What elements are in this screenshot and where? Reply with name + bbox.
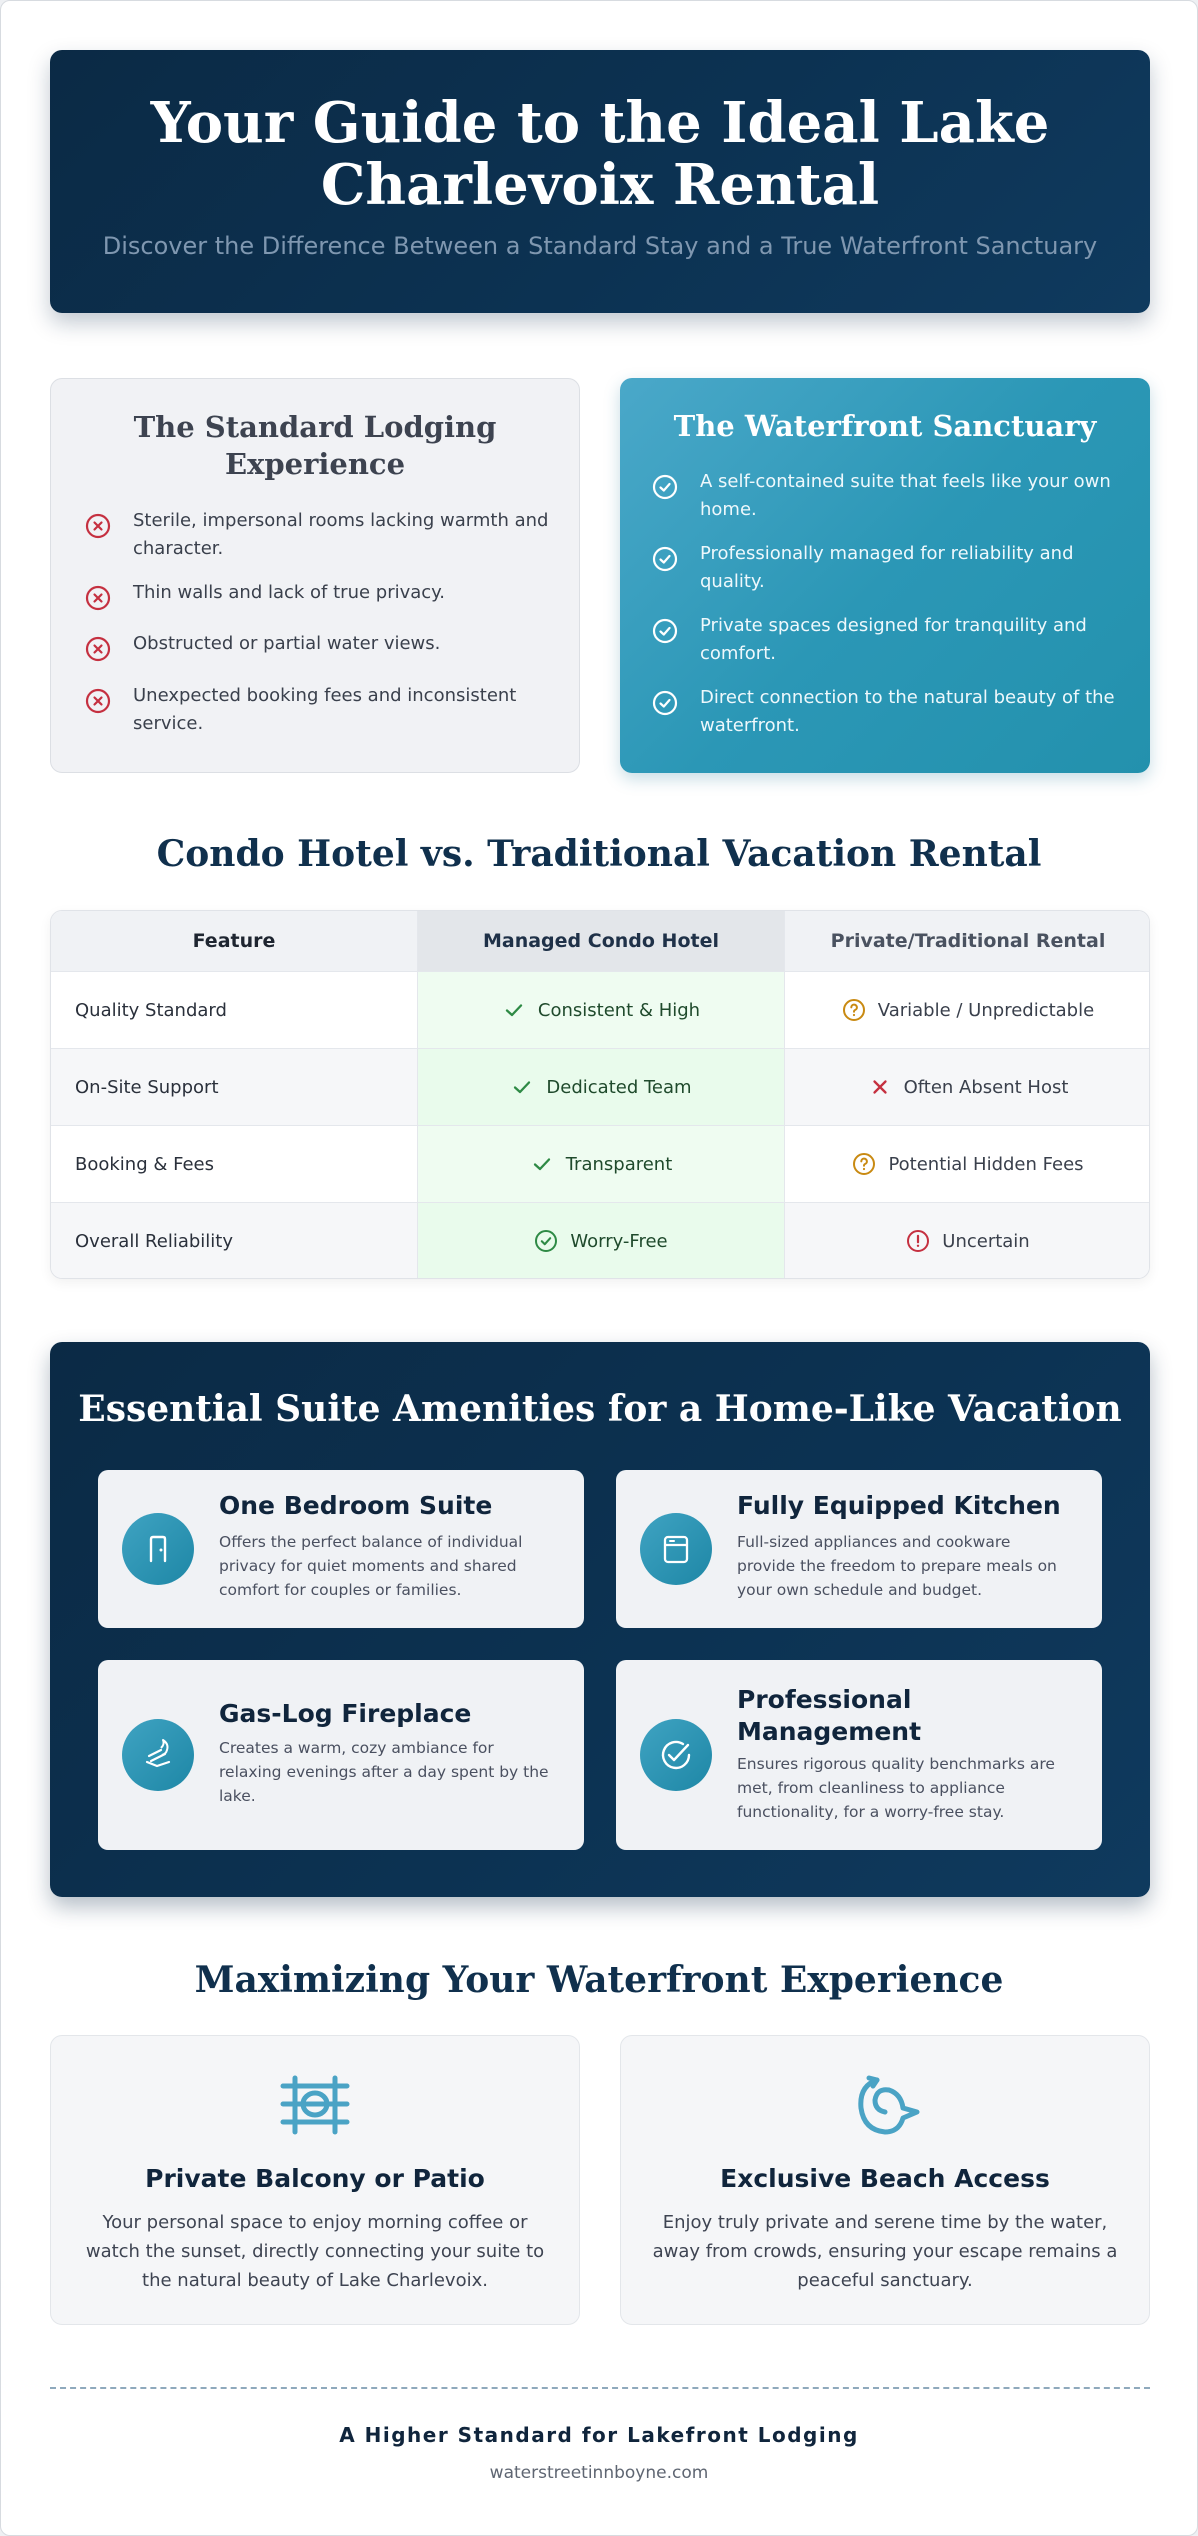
amenity-card [616,1660,1102,1850]
column-header-condo: Managed Condo Hotel [418,911,785,971]
amenity-card [98,1470,584,1628]
waterfront-card-title: The Waterfront Sanctuary [673,409,1097,443]
waterfront-item [652,612,1120,668]
table-row [51,1125,1150,1202]
standard-item [85,682,549,738]
waterfront-item-text: Private spaces designed for tranquility and comfort. [700,615,1087,664]
waterfront-sanctuary-card [620,378,1150,773]
check-icon [510,1075,534,1099]
waterfront-item [652,540,1120,596]
door-icon [122,1513,194,1585]
check-circle-icon [652,690,678,716]
footer-website-link[interactable]: waterstreetinnboyne.com [489,2463,709,2483]
rental-cell [785,972,1150,1048]
condo-cell-text: Dedicated Team [546,1076,692,1098]
condo-cell [418,1126,785,1202]
condo-cell-text: Transparent [565,1153,673,1175]
standard-item [85,507,549,563]
standard-item [85,630,549,662]
rental-cell-text: Variable / Unpredictable [877,999,1095,1021]
feature-cell: Quality Standard [51,972,418,1048]
x-icon [868,1075,892,1099]
hero-banner [50,50,1150,313]
rental-cell [785,1203,1150,1279]
experience-card [50,2035,580,2325]
check-circle-icon [652,474,678,500]
kitchen-icon [640,1513,712,1585]
amenity-desc: Offers the perfect balance of individual privacy for quiet moments and shared comfort for couples or families. [219,1533,523,1599]
feature-cell: Overall Reliability [51,1203,418,1279]
check-icon [530,1152,554,1176]
condo-cell [418,972,785,1048]
x-circle-icon [85,688,111,714]
rental-cell [785,1126,1150,1202]
feature-cell: On-Site Support [51,1049,418,1125]
experience-card-title: Private Balcony or Patio [145,2164,485,2193]
amenity-desc: Ensures rigorous quality benchmarks are met, from cleanliness to appliance functionality, for a worry-free stay. [737,1755,1055,1821]
balcony-icon [51,2072,579,2142]
column-header-feature: Feature [51,911,418,971]
condo-cell-text: Worry-Free [570,1230,668,1252]
comparison-title: Condo Hotel vs. Traditional Vacation Rental [156,833,1042,875]
hero-title: Your Guide to the Ideal Lake Charlevoix Rental [150,90,1050,218]
condo-cell-text: Consistent & High [537,999,701,1021]
hero-subtitle: Discover the Difference Between a Standard Stay and a True Waterfront Sanctuary [102,232,1098,260]
experience-card-desc: Enjoy truly private and serene time by the water, away from crowds, ensuring your escape remains a peaceful sanctuary. [652,2212,1118,2291]
table-row [51,971,1150,1048]
amenity-title: Fully Equipped Kitchen [737,1491,1061,1520]
experience-card-desc: Your personal space to enjoy morning coffee or watch the sunset, directly connecting your suite to the natural beauty of Lake Charlevoix. [85,2212,545,2291]
check-circle-icon [640,1719,712,1791]
amenity-title: One Bedroom Suite [219,1491,493,1520]
amenity-title: Gas-Log Fireplace [219,1699,472,1728]
amenity-title: Professional Management [737,1685,922,1746]
standard-item-text: Sterile, impersonal rooms lacking warmth and character. [133,510,549,559]
condo-cell [418,1203,785,1279]
shell-icon [621,2072,1149,2142]
standard-item-text: Thin walls and lack of true privacy. [133,582,445,603]
rental-cell [785,1049,1150,1125]
x-circle-icon [85,513,111,539]
rental-cell-text: Uncertain [942,1230,1030,1252]
experience-title: Maximizing Your Waterfront Experience [194,1959,1004,2001]
question-circle-icon [852,1152,876,1176]
fireplace-icon [122,1719,194,1791]
exclamation-circle-icon [906,1229,930,1253]
table-row [51,1048,1150,1125]
table-header-row [51,911,1150,971]
check-icon [502,998,526,1022]
standard-card-title: The Standard Lodging Experience [133,410,497,481]
amenity-card [98,1660,584,1850]
standard-lodging-card [50,378,580,773]
x-circle-icon [85,636,111,662]
feature-cell: Booking & Fees [51,1126,418,1202]
rental-cell-text: Potential Hidden Fees [888,1153,1084,1175]
footer-divider [50,2387,1150,2389]
experience-card [620,2035,1150,2325]
rental-cell-text: Often Absent Host [903,1076,1069,1098]
waterfront-item-text: A self-contained suite that feels like your own home. [700,471,1111,520]
amenities-section [50,1342,1150,1897]
standard-item-text: Obstructed or partial water views. [133,633,441,654]
waterfront-item-text: Professionally managed for reliability and quality. [700,543,1074,592]
check-circle-icon [652,618,678,644]
x-circle-icon [85,585,111,611]
experience-card-title: Exclusive Beach Access [720,2164,1050,2193]
amenity-card [616,1470,1102,1628]
waterfront-item-text: Direct connection to the natural beauty of the waterfront. [700,687,1115,736]
standard-item [85,579,549,611]
waterfront-item [652,684,1120,740]
table-row [51,1202,1150,1279]
standard-item-text: Unexpected booking fees and inconsistent service. [133,685,517,734]
amenities-title: Essential Suite Amenities for a Home-Like Vacation [78,1388,1122,1430]
question-circle-icon [842,998,866,1022]
footer-tagline: A Higher Standard for Lakefront Lodging [339,2423,859,2447]
condo-cell [418,1049,785,1125]
amenity-desc: Full-sized appliances and cookware provide the freedom to prepare meals on your own schedule and budget. [737,1533,1057,1599]
check-circle-icon [652,546,678,572]
comparison-table [50,910,1150,1279]
check-circle-icon [534,1229,558,1253]
waterfront-item [652,468,1120,524]
column-header-rental: Private/Traditional Rental [830,930,1106,952]
amenity-desc: Creates a warm, cozy ambiance for relaxing evenings after a day spent by the lake. [219,1739,549,1805]
